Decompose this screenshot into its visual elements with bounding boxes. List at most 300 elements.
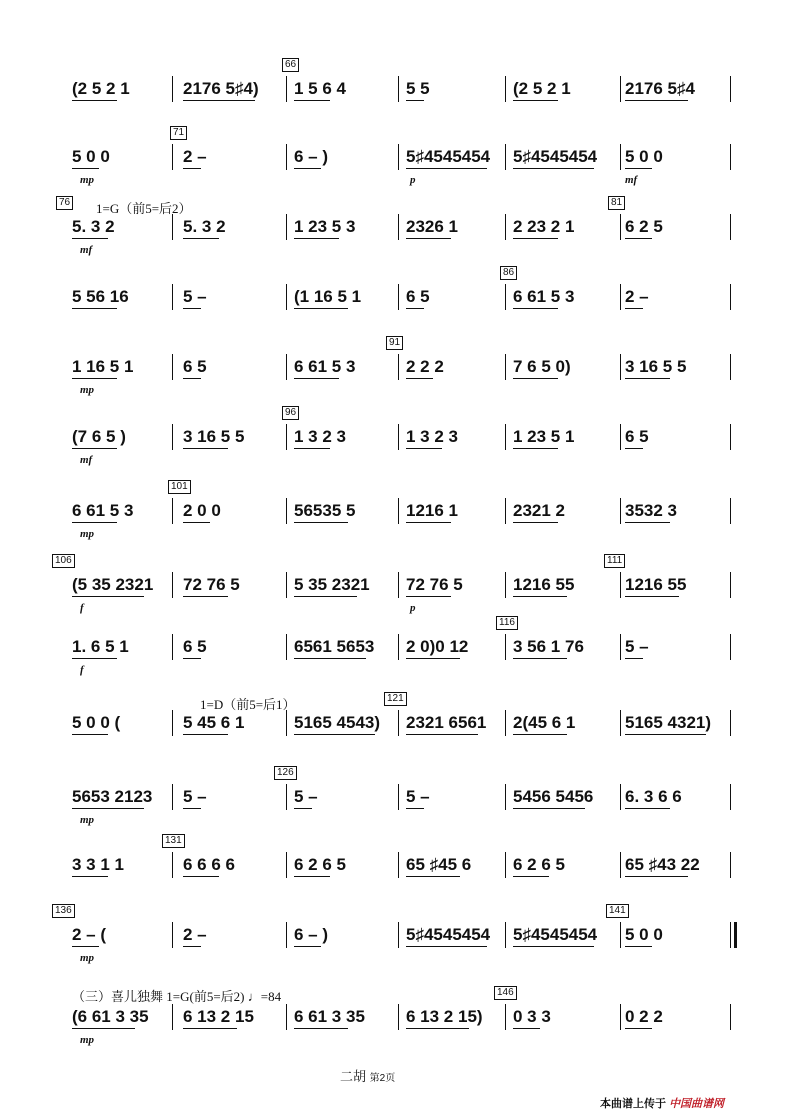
key-change: 1=G（前5=后2）	[96, 201, 192, 216]
measure-notes: 1 3 2 3	[406, 427, 458, 446]
beam-line	[294, 876, 330, 877]
measure-notes: 5456 5456	[513, 787, 594, 806]
measure-notes: 5♯4545454	[406, 147, 491, 166]
barline	[286, 1004, 287, 1030]
barline	[505, 710, 506, 736]
beam-line	[294, 808, 312, 809]
measure-notes: 5 35 2321	[294, 575, 370, 594]
beam-line	[625, 308, 643, 309]
beam-line	[513, 808, 585, 809]
beam-line	[183, 658, 201, 659]
measure-notes: 72 76 5	[183, 575, 240, 594]
measure-notes: 5♯4545454	[513, 147, 598, 166]
score-line	[0, 267, 790, 344]
beam-line	[406, 658, 460, 659]
barline	[620, 922, 621, 948]
measure-notes: 6 – )	[294, 147, 329, 166]
measure-notes: 1. 6 5 1	[72, 637, 129, 656]
beam-line	[513, 238, 558, 239]
measure-notes: 6 2 5	[625, 217, 663, 236]
measure-notes: 72 76 5	[406, 575, 463, 594]
measure-notes: 2 2 2	[406, 357, 444, 376]
beam-line	[513, 308, 558, 309]
barline	[620, 710, 621, 736]
beam-line	[406, 522, 451, 523]
barline	[730, 852, 731, 878]
beam-line	[513, 1028, 540, 1029]
barline	[172, 784, 173, 810]
beam-line	[406, 100, 424, 101]
barline	[398, 1004, 399, 1030]
measure-notes: 3 16 5 5	[183, 427, 245, 446]
measure-notes: 7 6 5 0)	[513, 357, 571, 376]
barline	[505, 144, 506, 170]
barline	[505, 784, 506, 810]
beam-line	[406, 734, 478, 735]
dynamic-marking: mf	[80, 454, 93, 466]
beam-line	[183, 378, 201, 379]
score-line	[0, 127, 790, 204]
beam-line	[625, 808, 670, 809]
measure-notes: 2 –	[625, 287, 649, 306]
barline	[620, 852, 621, 878]
beam-line	[183, 308, 201, 309]
beam-line	[513, 168, 594, 169]
barline	[505, 76, 506, 102]
measure-notes: 1 23 5 3	[294, 217, 356, 236]
measure-notes: 6 5	[183, 357, 207, 376]
measure-notes: 3 16 5 5	[625, 357, 687, 376]
beam-line	[625, 596, 679, 597]
beam-line	[513, 658, 567, 659]
score-line	[0, 693, 790, 770]
barline	[505, 634, 506, 660]
score-line	[0, 59, 790, 136]
measure-notes: (1 16 5 1	[294, 287, 362, 306]
measure-notes: 6 5	[625, 427, 649, 446]
beam-line	[72, 100, 117, 101]
site-logo: 中国曲谱网	[669, 1098, 725, 1110]
beam-line	[72, 876, 108, 877]
beam-line	[625, 378, 670, 379]
measure-notes: 2 23 2 1	[513, 217, 575, 236]
barline	[172, 354, 173, 380]
measure-number: 76	[56, 196, 73, 210]
measure-notes: 6 5	[183, 637, 207, 656]
barline	[398, 784, 399, 810]
beam-line	[294, 596, 357, 597]
beam-line	[72, 168, 99, 169]
beam-line	[513, 522, 558, 523]
measure-number: 141	[606, 904, 629, 918]
beam-line	[625, 522, 670, 523]
barline	[172, 214, 173, 240]
beam-line	[294, 168, 321, 169]
barline	[730, 922, 731, 948]
measure-notes: (7 6 5 )	[72, 427, 126, 446]
measure-notes: 1 3 2 3	[294, 427, 346, 446]
measure-notes: (2 5 2 1	[72, 79, 130, 98]
page-label: 第2页	[369, 1073, 396, 1084]
measure-number: 81	[608, 196, 625, 210]
barline	[172, 922, 173, 948]
measure-number: 96	[282, 406, 299, 420]
measure-notes: 2(45 6 1	[513, 713, 576, 732]
measure-notes: 6. 3 6 6	[625, 787, 682, 806]
measure-number: 131	[162, 834, 185, 848]
section-header	[72, 986, 281, 1005]
dynamic-marking: mp	[80, 1034, 95, 1046]
barline	[620, 634, 621, 660]
beam-line	[72, 378, 117, 379]
barline	[730, 710, 731, 736]
barline	[286, 76, 287, 102]
beam-line	[513, 596, 567, 597]
measure-notes: 2 0 0	[183, 501, 221, 520]
barline	[730, 1004, 731, 1030]
measure-notes: 5 0 0	[625, 147, 663, 166]
barline	[505, 354, 506, 380]
barline	[286, 922, 287, 948]
beam-line	[183, 522, 210, 523]
score-line	[0, 767, 790, 844]
score-line	[0, 555, 790, 632]
measure-notes: 5♯4545454	[513, 925, 598, 944]
measure-number: 146	[494, 986, 517, 1000]
beam-line	[294, 658, 366, 659]
beam-line	[294, 100, 330, 101]
score-line	[0, 617, 790, 694]
measure-notes: 2326 1	[406, 217, 458, 236]
measure-notes: 2 –	[183, 925, 207, 944]
dynamic-marking: p	[410, 602, 416, 614]
barline	[286, 284, 287, 310]
beam-line	[72, 448, 117, 449]
barline	[730, 144, 731, 170]
measure-notes: 2176 5♯4)	[183, 79, 259, 98]
measure-notes: 3 56 1 76	[513, 637, 584, 656]
dynamic-marking: mp	[80, 952, 95, 964]
measure-notes: 5 0 0 (	[72, 713, 121, 732]
beam-line	[625, 876, 688, 877]
barline	[286, 498, 287, 524]
measure-notes: 0 3 3	[513, 1007, 551, 1026]
dynamic-marking: mp	[80, 814, 95, 826]
measure-notes: 6561 5653	[294, 637, 375, 656]
barline	[398, 76, 399, 102]
barline	[620, 76, 621, 102]
beam-line	[294, 734, 375, 735]
barline	[398, 214, 399, 240]
measure-notes: 1 16 5 1	[72, 357, 134, 376]
barline	[286, 784, 287, 810]
beam-line	[183, 238, 219, 239]
dynamic-marking: p	[410, 174, 416, 186]
barline	[620, 284, 621, 310]
measure-notes: (5 35 2321	[72, 575, 154, 594]
barline	[620, 424, 621, 450]
measure-notes: 5 –	[625, 637, 649, 656]
beam-line	[72, 808, 144, 809]
barline	[620, 498, 621, 524]
measure-notes: 0 2 2	[625, 1007, 663, 1026]
beam-line	[183, 808, 201, 809]
beam-line	[72, 1028, 135, 1029]
barline	[172, 572, 173, 598]
barline	[398, 710, 399, 736]
measure-notes: 5 –	[183, 287, 207, 306]
beam-line	[406, 168, 487, 169]
barline	[398, 284, 399, 310]
beam-line	[406, 238, 451, 239]
measure-number: 106	[52, 554, 75, 568]
barline	[286, 144, 287, 170]
measure-number: 126	[274, 766, 297, 780]
measure-notes: 6 61 5 3	[72, 501, 134, 520]
barline	[620, 572, 621, 598]
barline	[398, 354, 399, 380]
measure-number: 136	[52, 904, 75, 918]
barline	[730, 424, 731, 450]
beam-line	[294, 378, 339, 379]
upload-note-text: 本曲谱上传于	[600, 1098, 666, 1110]
measure-number: 86	[500, 266, 517, 280]
beam-line	[72, 946, 99, 947]
measure-notes: 5653 2123	[72, 787, 153, 806]
dynamic-marking: f	[80, 602, 84, 614]
score-line	[0, 835, 790, 912]
dynamic-marking: mf	[625, 174, 638, 186]
barline	[730, 572, 731, 598]
barline	[730, 498, 731, 524]
beam-line	[625, 238, 652, 239]
beam-line	[183, 876, 219, 877]
measure-notes: (2 5 2 1	[513, 79, 571, 98]
beam-line	[294, 1028, 348, 1029]
barline	[286, 424, 287, 450]
barline	[620, 1004, 621, 1030]
beam-line	[406, 448, 442, 449]
barline	[730, 214, 731, 240]
measure-notes: 5 0 0	[625, 925, 663, 944]
measure-notes: 5 –	[183, 787, 207, 806]
barline	[505, 572, 506, 598]
footer-title	[340, 1066, 395, 1085]
measure-notes: 65 ♯45 6	[406, 855, 472, 874]
barline	[172, 76, 173, 102]
barline	[730, 354, 731, 380]
measure-notes: 5165 4321)	[625, 713, 712, 732]
beam-line	[406, 808, 424, 809]
beam-line	[513, 876, 549, 877]
barline	[286, 852, 287, 878]
measure-notes: 5 0 0	[72, 147, 110, 166]
barline	[505, 498, 506, 524]
measure-notes: 5 –	[294, 787, 318, 806]
barline	[286, 354, 287, 380]
measure-notes: 2 0)0 12	[406, 637, 469, 656]
barline	[286, 634, 287, 660]
measure-notes: 2321 2	[513, 501, 565, 520]
measure-notes: (6 61 3 35	[72, 1007, 149, 1026]
beam-line	[294, 308, 348, 309]
measure-notes: 3 3 1 1	[72, 855, 124, 874]
beam-line	[294, 522, 348, 523]
score-line	[0, 407, 790, 484]
beam-line	[625, 168, 652, 169]
beam-line	[183, 1028, 237, 1029]
barline	[286, 214, 287, 240]
dynamic-marking: mf	[80, 244, 93, 256]
barline	[286, 710, 287, 736]
barline	[172, 710, 173, 736]
barline	[505, 284, 506, 310]
section-key: 1=G(前5=后2)	[166, 989, 245, 1004]
section-title: （三）喜儿独舞	[72, 989, 164, 1004]
barline	[505, 214, 506, 240]
beam-line	[294, 238, 339, 239]
measure-notes: 1216 55	[625, 575, 687, 594]
score-line	[0, 481, 790, 558]
beam-line	[183, 946, 201, 947]
beam-line	[406, 596, 451, 597]
measure-notes: 56535 5	[294, 501, 356, 520]
upload-note	[600, 1095, 724, 1111]
barline	[620, 214, 621, 240]
score-line	[0, 337, 790, 414]
measure-notes: 5 45 6 1	[183, 713, 245, 732]
measure-notes: 5165 4543)	[294, 713, 381, 732]
beam-line	[294, 946, 321, 947]
measure-notes: 6 6 6 6	[183, 855, 235, 874]
beam-line	[183, 448, 228, 449]
beam-line	[406, 308, 424, 309]
beam-line	[72, 596, 144, 597]
barline	[398, 498, 399, 524]
measure-notes: 1216 1	[406, 501, 458, 520]
barline	[172, 634, 173, 660]
section-tempo: ♩=84	[247, 989, 282, 1004]
barline	[172, 284, 173, 310]
measure-notes: 6 13 2 15	[183, 1007, 254, 1026]
measure-number: 71	[170, 126, 187, 140]
beam-line	[406, 1028, 469, 1029]
measure-notes: 6 13 2 15)	[406, 1007, 483, 1026]
measure-notes: 5♯4545454	[406, 925, 491, 944]
dynamic-marking: mp	[80, 384, 95, 396]
score-line	[0, 197, 790, 274]
beam-line	[72, 658, 117, 659]
barline	[398, 572, 399, 598]
measure-number: 121	[384, 692, 407, 706]
measure-notes: 6 61 3 35	[294, 1007, 365, 1026]
barline	[398, 144, 399, 170]
dynamic-marking: f	[80, 664, 84, 676]
beam-line	[625, 448, 643, 449]
beam-line	[183, 596, 228, 597]
beam-line	[72, 308, 117, 309]
measure-notes: 6 2 6 5	[294, 855, 346, 874]
score-line	[0, 905, 790, 982]
measure-notes: 1 5 6 4	[294, 79, 346, 98]
barline	[172, 498, 173, 524]
barline	[620, 354, 621, 380]
beam-line	[406, 946, 487, 947]
measure-notes: 6 5	[406, 287, 430, 306]
barline	[730, 634, 731, 660]
barline	[730, 784, 731, 810]
barline	[620, 784, 621, 810]
beam-line	[72, 734, 108, 735]
barline	[505, 424, 506, 450]
barline	[620, 144, 621, 170]
key-change: 1=D（前5=后1）	[200, 697, 296, 712]
barline	[730, 76, 731, 102]
measure-notes: 2176 5♯4	[625, 79, 695, 98]
measure-number: 91	[386, 336, 403, 350]
beam-line	[183, 168, 201, 169]
beam-line	[183, 100, 255, 101]
beam-line	[294, 448, 330, 449]
beam-line	[406, 378, 433, 379]
instrument-name: 二胡	[340, 1069, 367, 1084]
measure-notes: 6 61 5 3	[294, 357, 356, 376]
beam-line	[625, 658, 643, 659]
measure-notes: 6 61 5 3	[513, 287, 575, 306]
beam-line	[183, 734, 228, 735]
beam-line	[625, 946, 652, 947]
barline	[398, 852, 399, 878]
dynamic-marking: mp	[80, 528, 95, 540]
barline	[172, 1004, 173, 1030]
beam-line	[625, 1028, 652, 1029]
barline	[505, 852, 506, 878]
barline	[286, 572, 287, 598]
measure-notes: 65 ♯43 22	[625, 855, 700, 874]
measure-notes: 5 –	[406, 787, 430, 806]
beam-line	[625, 734, 706, 735]
beam-line	[625, 100, 688, 101]
beam-line	[72, 522, 117, 523]
barline	[505, 922, 506, 948]
barline	[730, 284, 731, 310]
barline	[398, 424, 399, 450]
beam-line	[513, 378, 558, 379]
final-barline	[734, 922, 737, 948]
measure-notes: 5 56 16	[72, 287, 129, 306]
measure-notes: 5 5	[406, 79, 430, 98]
beam-line	[513, 100, 558, 101]
measure-notes: 1216 55	[513, 575, 575, 594]
measure-number: 116	[496, 616, 518, 630]
dynamic-marking: mp	[80, 174, 95, 186]
measure-notes: 1 23 5 1	[513, 427, 575, 446]
measure-number: 101	[168, 480, 191, 494]
measure-notes: 3532 3	[625, 501, 677, 520]
measure-notes: 2 –	[183, 147, 207, 166]
barline	[172, 144, 173, 170]
measure-notes: 6 – )	[294, 925, 329, 944]
beam-line	[513, 734, 567, 735]
beam-line	[513, 448, 558, 449]
measure-number: 111	[604, 554, 625, 568]
measure-notes: 2 – (	[72, 925, 107, 944]
measure-notes: 2321 6561	[406, 713, 487, 732]
beam-line	[72, 238, 108, 239]
measure-notes: 6 2 6 5	[513, 855, 565, 874]
measure-notes: 5. 3 2	[183, 217, 226, 236]
barline	[398, 922, 399, 948]
